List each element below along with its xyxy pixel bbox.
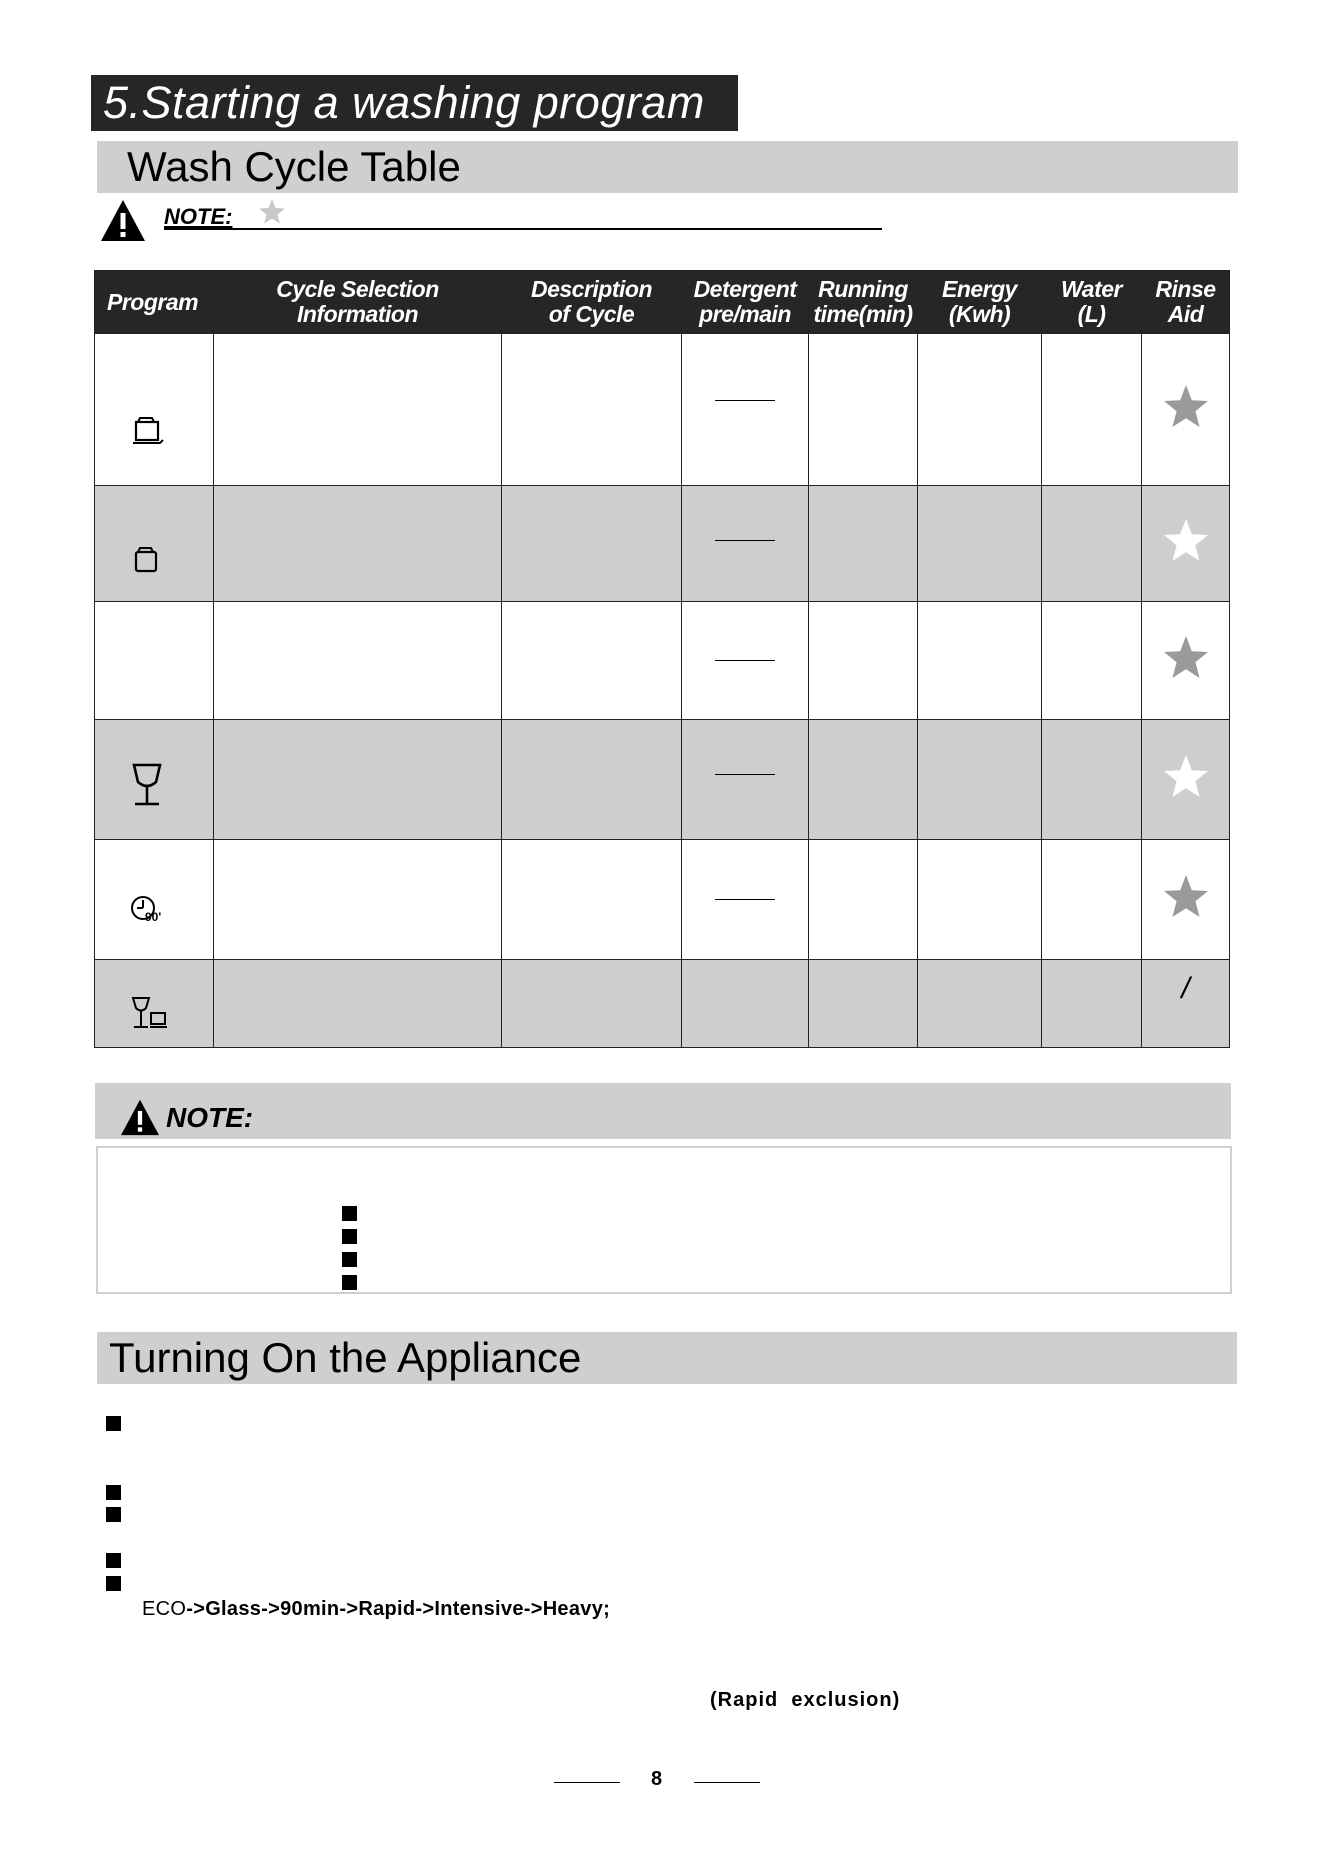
page-number: 8 (651, 1768, 663, 1790)
water-cell (1042, 602, 1142, 720)
header-cycle-selection: Cycle Selection Information (214, 271, 502, 334)
table-row (95, 960, 1230, 1048)
rinse-aid-star-icon (1162, 383, 1210, 431)
bullet-square (342, 1252, 357, 1267)
program-cell (95, 486, 214, 602)
pot-icon (131, 546, 161, 579)
wash-cycle-table (94, 270, 1230, 1048)
header-energy: Energy (Kwh) (918, 271, 1042, 334)
note-label: NOTE: (166, 1102, 254, 1133)
detergent-cell (682, 840, 809, 960)
rapid-exclusion-text: (Rapid exclusion) (710, 1689, 901, 1711)
program-cell (95, 840, 214, 960)
rinse-aid-star-icon (1162, 634, 1210, 682)
detergent-dash (715, 774, 775, 775)
rinse-aid-star-icon (1162, 873, 1210, 921)
description-cell (502, 486, 682, 602)
page-number-line-left (554, 1782, 620, 1783)
detergent-dash (715, 400, 775, 401)
running-time-cell (809, 720, 918, 840)
sequence-rest: ->Glass->90min->Rapid->Intensive->Heavy; (186, 1598, 611, 1620)
table-header-row (95, 271, 1230, 334)
appliance-section-title: Turning On the Appliance (109, 1334, 582, 1381)
wine-glass-icon (131, 762, 163, 813)
cycle-info-cell (214, 334, 502, 486)
detergent-dash (715, 540, 775, 541)
table-row (95, 720, 1230, 840)
cycle-info-cell (214, 720, 502, 840)
page-number-line-right (694, 1782, 760, 1783)
water-cell (1042, 486, 1142, 602)
table-row (95, 486, 1230, 602)
cycle-info-cell (214, 840, 502, 960)
bullet-square (342, 1229, 357, 1244)
detergent-cell (682, 486, 809, 602)
note-star-icon (258, 198, 286, 231)
program-cell (95, 334, 214, 486)
rinse-aid-cell (1142, 960, 1230, 1048)
note-box (96, 1146, 1232, 1294)
bullet-square (106, 1507, 121, 1522)
running-time-cell (809, 840, 918, 960)
running-time-cell (809, 334, 918, 486)
detergent-dash (715, 660, 775, 661)
description-cell (502, 602, 682, 720)
detergent-cell (682, 960, 809, 1048)
rinse-aid-cell (1142, 840, 1230, 960)
rinse-aid-star-icon (1162, 517, 1210, 565)
clock-90-label: 90' (145, 910, 162, 924)
warning-icon (120, 1098, 160, 1136)
bullet-square (106, 1416, 121, 1431)
sequence-first: ECO (142, 1598, 187, 1620)
bullet-square (106, 1576, 121, 1591)
rinse-aid-cell (1142, 334, 1230, 486)
running-time-cell (809, 486, 918, 602)
table-row (95, 334, 1230, 486)
cycle-info-cell (214, 486, 502, 602)
note-band (95, 1083, 1231, 1139)
wash-cycle-section-band (97, 141, 1238, 193)
header-rinse-aid: Rinse Aid (1142, 271, 1230, 334)
cycle-info-cell (214, 602, 502, 720)
warning-icon (100, 198, 146, 242)
detergent-cell (682, 720, 809, 840)
rinse-aid-cell (1142, 602, 1230, 720)
running-time-cell (809, 960, 918, 1048)
description-cell (502, 960, 682, 1048)
water-cell (1042, 960, 1142, 1048)
heavy-pot-icon (131, 416, 165, 451)
wash-cycle-section-title: Wash Cycle Table (127, 143, 461, 190)
description-cell (502, 840, 682, 960)
bullet-square (106, 1485, 121, 1500)
wash-note-label: NOTE: (164, 204, 233, 229)
energy-cell (918, 486, 1042, 602)
rinse-aid-cell (1142, 720, 1230, 840)
header-program: Program (95, 271, 214, 334)
header-water: Water (L) (1042, 271, 1142, 334)
glass-and-dish-icon (131, 996, 169, 1035)
energy-cell (918, 334, 1042, 486)
appliance-section-band (97, 1332, 1237, 1384)
note-underline (164, 228, 882, 230)
water-cell (1042, 334, 1142, 486)
rinse-aid-cell (1142, 486, 1230, 602)
bullet-square (342, 1275, 357, 1290)
description-cell (502, 720, 682, 840)
rinse-aid-star-icon (1162, 753, 1210, 801)
energy-cell (918, 840, 1042, 960)
detergent-cell (682, 602, 809, 720)
table-row (95, 602, 1230, 720)
bullet-square (106, 1553, 121, 1568)
chapter-title: 5.Starting a washing program (91, 75, 738, 131)
program-cell (95, 720, 214, 840)
energy-cell (918, 720, 1042, 840)
header-running-time: Running time(min) (809, 271, 918, 334)
table-row (95, 840, 1230, 960)
water-cell (1042, 720, 1142, 840)
header-description: Description of Cycle (502, 271, 682, 334)
detergent-cell (682, 334, 809, 486)
program-sequence (142, 1598, 610, 1621)
clock-90-icon (131, 894, 171, 929)
energy-cell (918, 960, 1042, 1048)
detergent-dash (715, 899, 775, 900)
energy-cell (918, 602, 1042, 720)
bullet-square (342, 1206, 357, 1221)
header-detergent: Detergent pre/main (682, 271, 809, 334)
description-cell (502, 334, 682, 486)
program-cell (95, 960, 214, 1048)
running-time-cell (809, 602, 918, 720)
rinse-aid-value: / (1181, 971, 1190, 1005)
program-cell (95, 602, 214, 720)
cycle-info-cell (214, 960, 502, 1048)
water-cell (1042, 840, 1142, 960)
